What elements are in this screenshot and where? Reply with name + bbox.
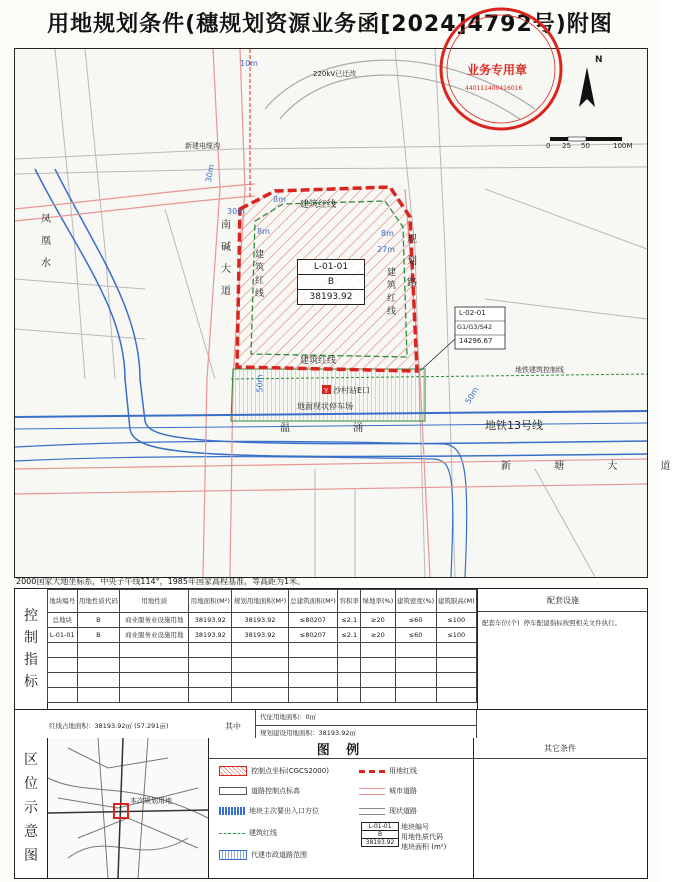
support-row xyxy=(478,612,648,633)
legend-section xyxy=(14,738,648,879)
parcel-info-box xyxy=(297,259,365,305)
location-side-label: 区 位 示 意 图 xyxy=(15,738,48,878)
label-bldg-line-left: 建 筑 红 线 xyxy=(255,250,265,299)
elevation-point-icon xyxy=(219,787,247,795)
table-row xyxy=(48,658,477,673)
road-area: 代征用地面积：0㎡ xyxy=(256,710,476,726)
label-width-30b: 30m xyxy=(227,207,245,216)
support-label: 配套车位(个) xyxy=(482,619,520,627)
label-bldg-line-right: 建 筑 红 线 xyxy=(387,268,397,317)
building-line-icon xyxy=(219,833,245,834)
table-row: 总地块 B 商业服务业设施用地 38193.92 38193.92 ≤80207 ≤2.1 ≥20 ≤60 ≤100 xyxy=(48,613,477,628)
table-row xyxy=(48,673,477,688)
site-map: Y 业务专用章 440111400416016 220kV已迁改 新建电缆沟 10m 30m 30m 27m 50m 50m 8m 8m 8m 建筑红线 建筑红线 建 筑 红 线 建 筑 红 线 南 碱 大 道 规 划 路 凤 凰 水 温 涌 新 塘 大 道 地铁13号线 地铁建筑控制线 沙村站E口 地面现状停车场 L-01-01 B 38193.92 L-02-01 G1/G3/S42 14296.67 N 0 25 50 100M xyxy=(14,48,648,578)
label-bldg-line-top: 建筑红线 xyxy=(300,200,337,210)
label-road-nanjian: 南 碱 大 道 xyxy=(221,220,231,297)
scale-50: 50 xyxy=(581,142,590,150)
support-text: 停车配建指标按照相关文件执行。 xyxy=(523,619,622,627)
legend-title: 图 例 xyxy=(209,738,473,759)
label-width-10: 10m xyxy=(240,59,258,68)
location-map-graphic xyxy=(48,738,208,878)
table-row xyxy=(48,643,477,658)
label-width-27: 27m xyxy=(377,245,395,254)
location-label: 本次规划用地 xyxy=(130,797,172,805)
other-conditions xyxy=(473,738,647,878)
label-metro-line13: 地铁13号线 xyxy=(485,419,543,432)
location-map xyxy=(48,738,209,878)
entrance-icon xyxy=(219,807,245,815)
scale-100: 100M xyxy=(613,142,633,150)
legend-item-control-point: 控制点坐标(CGCS2000) xyxy=(219,766,329,776)
label-width-8a: 8m xyxy=(273,195,286,204)
control-indicators xyxy=(14,588,648,740)
parcel2-id: L-02-01 xyxy=(459,309,486,317)
land-red-line-icon xyxy=(359,770,385,773)
label-bldg-line-bottom: 建筑红线 xyxy=(300,356,337,366)
legend-key-labels: 地块编号 用地性质代码 地块面积 (m²) xyxy=(401,823,447,851)
label-width-30a: 30m xyxy=(203,163,216,184)
label-width-50a: 50m xyxy=(255,374,265,393)
control-table xyxy=(47,589,477,703)
label-new-cable: 新建电缆沟 xyxy=(185,142,220,150)
legend-item-city-road: 城市道路 xyxy=(359,786,417,796)
legend-item-elevation: 道路控制点标高 xyxy=(219,786,300,796)
legend-item-municipal-road: 代建市政道路范围 xyxy=(219,850,307,860)
label-width-8c: 8m xyxy=(381,229,394,238)
municipal-road-icon xyxy=(219,850,247,860)
among-label: 其中 xyxy=(225,722,241,731)
legend-item-land-red-line: 用地红线 xyxy=(359,766,417,776)
control-side-label: 控 制 指 标 xyxy=(15,589,48,709)
parcel-id: L-01-01 xyxy=(298,260,364,275)
legend-item-building-line: 建筑红线 xyxy=(219,828,277,838)
label-station-exit: 沙村站E口 xyxy=(333,386,371,395)
city-road-icon xyxy=(359,788,385,795)
control-point-icon xyxy=(219,766,247,776)
stamp-number: 440111400416016 xyxy=(465,85,523,92)
parcel2-code: G1/G3/S42 xyxy=(457,323,493,331)
support-title: 配套设施 xyxy=(478,589,648,612)
svg-text:Y: Y xyxy=(324,387,329,395)
plan-area: 规划建设用地面积：38193.92㎡ xyxy=(260,729,357,737)
label-road-plan: 规 划 路 xyxy=(407,234,417,289)
support-facilities xyxy=(477,589,648,709)
label-power-line: 220kV已迁改 xyxy=(313,70,357,78)
label-width-8b: 8m xyxy=(257,227,270,236)
label-width-50b: 50m xyxy=(463,385,481,406)
area-summary xyxy=(15,709,647,740)
red-line-area: 红线占地面积：38193.92㎡ (57.291亩) xyxy=(49,722,169,730)
official-stamp xyxy=(435,49,567,149)
parcel-code: B xyxy=(298,275,364,290)
legend-item-existing-road: 现状道路 xyxy=(359,806,417,816)
north-label: N xyxy=(595,55,603,65)
label-metro-control-line: 地铁建筑控制线 xyxy=(515,366,564,374)
parcel-area: 38193.92 xyxy=(309,292,353,302)
parcel2-area: 14296.67 xyxy=(459,337,493,345)
label-road-xintang: 新 塘 大 道 xyxy=(501,461,691,472)
coordinate-note: 2000国家大地坐标系，中央子午线114°，1985年国家高程基准，等高距为1米。 xyxy=(16,577,306,586)
scale-0: 0 xyxy=(546,142,551,150)
table-row: L-01-01 B 商业服务业设施用地 38193.92 38193.92 ≤80207 ≤2.1 ≥20 ≤60 ≤100 xyxy=(48,628,477,643)
legend xyxy=(209,738,474,878)
page-title: 用地规划条件(穗规划资源业务函[2024]4792号)附图 xyxy=(47,11,613,37)
stamp-text: 业务专用章 xyxy=(467,63,528,77)
other-conditions-title: 其它条件 xyxy=(473,738,647,759)
control-header-row: 地块编号 用地性质代码 用地性质 用地面积(M²) 规划用地面积(M²) 总建筑面积(M²) 容积率 绿地率(%) 建筑密度(%) 建筑限高(M) xyxy=(48,590,477,613)
legend-key-box: L-01-01 B 38193.92 xyxy=(361,822,399,847)
scale-25: 25 xyxy=(562,142,571,150)
legend-item-entrance: 地块主次要出入口方位 xyxy=(219,806,319,816)
label-parking: 地面现状停车场 xyxy=(297,402,353,411)
existing-road-icon xyxy=(359,808,385,815)
label-river-fenghuang: 凤 凰 水 xyxy=(41,214,51,269)
table-row xyxy=(48,688,477,703)
